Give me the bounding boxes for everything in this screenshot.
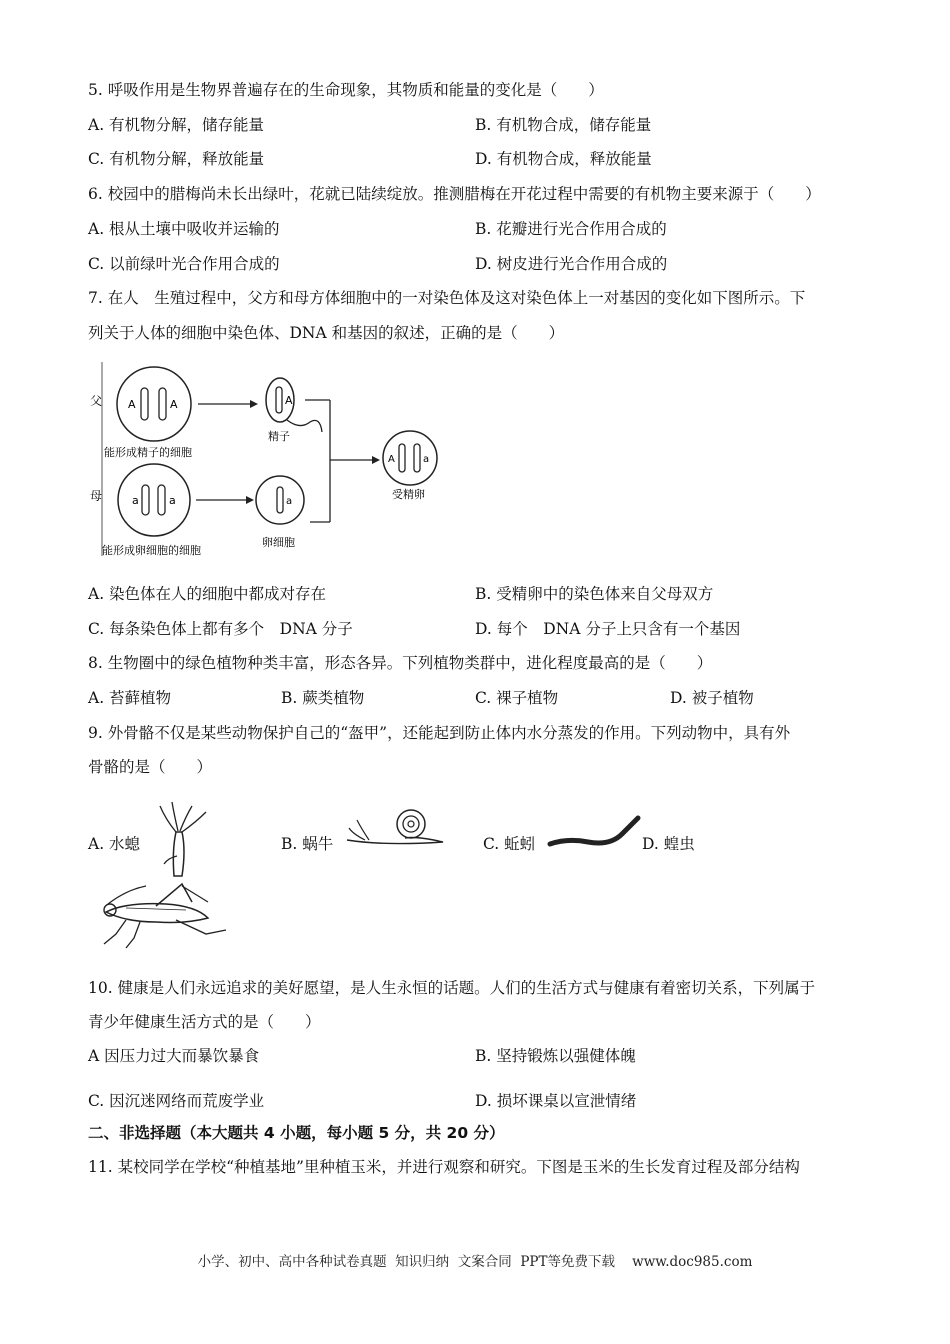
gene-label: a bbox=[286, 496, 293, 507]
q7-option-a: A. 染色体在人的细胞中都成对存在 bbox=[88, 585, 327, 603]
q11-stem: 11. 某校同学在学校“种植基地”里种植玉米，并进行观察和研究。下图是玉米的生长发育过程及部分结构 bbox=[88, 1158, 800, 1176]
q8-option-b: B. 蕨类植物 bbox=[281, 689, 365, 707]
chromosome bbox=[159, 388, 166, 420]
q8-option-d: D. 被子植物 bbox=[670, 689, 754, 707]
q6-option-a: A. 根从土壤中吸收并运输的 bbox=[88, 220, 280, 238]
gene-label: a bbox=[169, 494, 176, 507]
gene-label: A bbox=[170, 398, 178, 411]
grasshopper-image bbox=[96, 882, 230, 950]
page-footer: 小学、初中、高中各种试卷真题 知识归纳 文案合同 PPT等免费下载 www.doc985.com bbox=[197, 1254, 753, 1270]
gene-label: a bbox=[423, 454, 430, 465]
q10-option-a: A 因压力过大而暴饮暴食 bbox=[88, 1047, 260, 1065]
q10-stem-line1: 10. 健康是人们永远追求的美好愿望，是人生永恒的话题。人们的生活方式与健康有着密切关系，下列属于 bbox=[88, 979, 816, 997]
q9-option-a: A. 水螅 bbox=[88, 835, 141, 853]
gene-label: A bbox=[128, 398, 136, 411]
q5-option-d: D. 有机物合成，释放能量 bbox=[475, 150, 652, 168]
q8-option-a: A. 苔藓植物 bbox=[88, 689, 172, 707]
chromosome bbox=[399, 444, 405, 472]
q5-option-b: B. 有机物合成，储存能量 bbox=[475, 116, 652, 134]
mother-cell bbox=[118, 464, 190, 536]
mother-cell-caption: 能形成卵细胞的细胞 bbox=[102, 544, 201, 557]
q7-stem-line2: 列关于人体的细胞中染色体、DNA 和基因的叙述，正确的是（ ） bbox=[88, 324, 565, 342]
q5-stem: 5. 呼吸作用是生物界普遍存在的生命现象，其物质和能量的变化是（ ） bbox=[88, 81, 604, 99]
q8-stem: 8. 生物圈中的绿色植物种类丰富，形态各异。下列植物类群中，进化程度最高的是（ ） bbox=[88, 654, 713, 672]
q9-stem-line2: 骨骼的是（ ） bbox=[88, 758, 213, 776]
gene-label: A bbox=[285, 394, 293, 407]
q7-option-c: C. 每条染色体上都有多个 DNA 分子 bbox=[88, 620, 353, 638]
chromosome bbox=[141, 388, 148, 420]
chromosome bbox=[142, 485, 149, 515]
q10-stem-line2: 青少年健康生活方式的是（ ） bbox=[88, 1013, 321, 1031]
chromosome-inheritance-figure bbox=[90, 360, 460, 560]
zygote-caption: 受精卵 bbox=[392, 488, 425, 501]
q9-option-b: B. 蜗牛 bbox=[281, 835, 334, 853]
q9-option-c: C. 蚯蚓 bbox=[483, 835, 536, 853]
chromosome bbox=[158, 485, 165, 515]
q10-option-c: C. 因沉迷网络而荒废学业 bbox=[88, 1092, 265, 1110]
q9-option-d: D. 蝗虫 bbox=[642, 835, 695, 853]
egg-cell bbox=[256, 476, 304, 524]
section-2-heading: 二、非选择题（本大题共 4 小题，每小题 5 分，共 20 分） bbox=[88, 1124, 505, 1142]
q6-option-b: B. 花瓣进行光合作用合成的 bbox=[475, 220, 667, 238]
gene-label: a bbox=[132, 494, 139, 507]
q7-option-b: B. 受精卵中的染色体来自父母双方 bbox=[475, 585, 714, 603]
snail-image bbox=[345, 804, 447, 850]
q5-option-c: C. 有机物分解，释放能量 bbox=[88, 150, 265, 168]
chromosome bbox=[276, 387, 282, 413]
q10-option-b: B. 坚持锻炼以强健体魄 bbox=[475, 1047, 636, 1065]
chromosome bbox=[414, 444, 420, 472]
q10-option-d: D. 损坏课桌以宣泄情绪 bbox=[475, 1092, 637, 1110]
q6-option-d: D. 树皮进行光合作用合成的 bbox=[475, 255, 668, 273]
hydra-image bbox=[152, 800, 214, 878]
figure-mother-label: 母 bbox=[90, 489, 103, 503]
figure-father-label: 父 bbox=[90, 394, 103, 408]
chromosome bbox=[277, 487, 283, 513]
father-cell-caption: 能形成精子的细胞 bbox=[104, 446, 192, 459]
q8-option-c: C. 裸子植物 bbox=[475, 689, 559, 707]
q9-stem-line1: 9. 外骨骼不仅是某些动物保护自己的“盔甲”，还能起到防止体内水分蒸发的作用。下列动物中，具有外 bbox=[88, 724, 791, 742]
earthworm-image bbox=[548, 812, 640, 852]
sperm-tail bbox=[287, 420, 322, 432]
gene-label: A bbox=[388, 454, 395, 465]
sperm-caption: 精子 bbox=[268, 430, 290, 443]
q7-stem-line1: 7. 在人 生殖过程中，父方和母方体细胞中的一对染色体及这对染色体上一对基因的变化如下图所示。下 bbox=[88, 289, 806, 307]
q6-stem: 6. 校园中的腊梅尚未长出绿叶，花就已陆续绽放。推测腊梅在开花过程中需要的有机物主要来源于（ ） bbox=[88, 185, 821, 203]
q5-option-a: A. 有机物分解，储存能量 bbox=[88, 116, 265, 134]
q6-option-c: C. 以前绿叶光合作用合成的 bbox=[88, 255, 280, 273]
q7-option-d: D. 每个 DNA 分子上只含有一个基因 bbox=[475, 620, 741, 638]
egg-caption: 卵细胞 bbox=[262, 536, 295, 549]
